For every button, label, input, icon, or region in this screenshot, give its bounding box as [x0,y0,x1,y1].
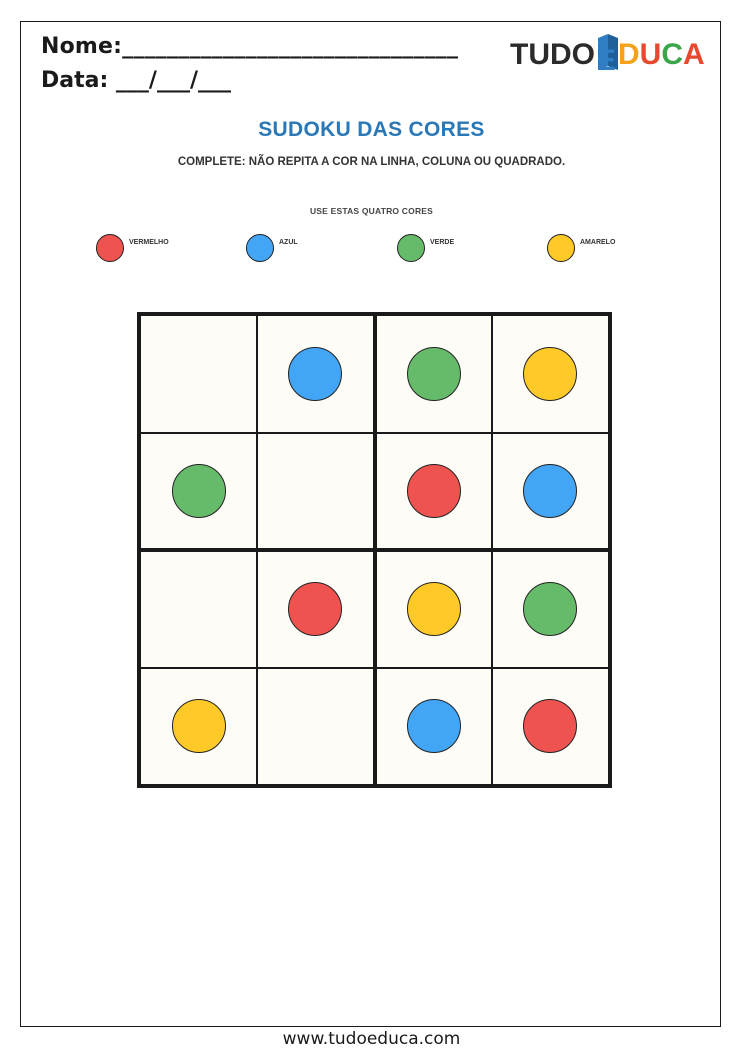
legend-label: AMARELO [580,239,616,246]
grid-cell [492,433,609,551]
legend-item-azul [246,234,298,264]
date-field-label: Data: ___/___/___ [41,68,231,93]
red-circle [523,699,577,753]
yellow-circle [172,699,226,753]
yellow-circle [407,582,461,636]
legend-item-vermelho [96,234,169,264]
grid-cell[interactable] [140,550,257,668]
sudoku-grid [137,312,612,788]
worksheet-title: SUDOKU DAS CORES [258,118,485,141]
footer-website: www.tudoeduca.com [282,1029,461,1049]
grid-cell [375,315,492,433]
blue-circle [407,699,461,753]
grid-cell[interactable] [257,433,374,551]
legend-label: AZUL [279,239,298,246]
legend-label: VERDE [430,239,455,246]
blue-circle [523,464,577,518]
grid-cell [375,433,492,551]
worksheet-instruction: COMPLETE: NÃO REPITA A COR NA LINHA, COLUNA OU QUADRADO. [177,156,566,168]
green-circle [172,464,226,518]
grid-cell [375,668,492,786]
red-circle [288,582,342,636]
legend-label: VERMELHO [129,239,169,246]
green-circle [407,347,461,401]
grid-cell [492,315,609,433]
red-circle [407,464,461,518]
legend-swatch [397,234,425,262]
yellow-circle [523,347,577,401]
grid-cell [257,550,374,668]
grid-cell [492,550,609,668]
grid-cell [140,433,257,551]
grid-cell[interactable] [140,315,257,433]
tudoeduca-logo [508,26,720,78]
legend-swatch [246,234,274,262]
grid-cell[interactable] [257,668,374,786]
grid-cell [375,550,492,668]
legend-item-verde [397,234,454,264]
blue-circle [288,347,342,401]
legend-item-amarelo [547,234,615,264]
logo-text-tudo: TUDO [510,38,595,71]
legend-title: USE ESTAS QUATRO CORES [309,206,434,216]
legend-swatch [96,234,124,262]
grid-cell [140,668,257,786]
green-circle [523,582,577,636]
grid-cell [257,315,374,433]
legend-swatch [547,234,575,262]
name-field-label: Nome:______________________________ [41,34,459,59]
grid-cell [492,668,609,786]
logo-text-e: E [596,44,617,77]
logo-text-duca: DUCA [618,38,705,71]
